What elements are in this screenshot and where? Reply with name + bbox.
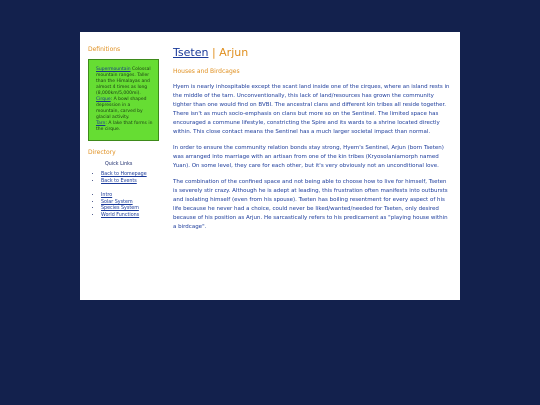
page-title — [173, 46, 451, 59]
definitions-heading: Definitions — [88, 46, 121, 53]
main-content — [173, 46, 451, 239]
term-tarn[interactable]: Tarn — [96, 121, 106, 126]
paragraph-3: The combination of the confined space and not being able to choose how to live for himself, Tseten is severely stir crazy. Although he is adept at leading, this frustration often manifests into outbursts and isolating himself (even from his spouse). Tseten has boiling resentment for every aspect of his life because he never had a choice, could never be liked/wanted/needed for Tseten, only desired because of his position as Arjun. He sarcastically refers to his predicament as "playing house within a birdcage". — [173, 179, 448, 230]
paragraph-1: Hyem is nearly inhospitable except the scant land inside one of the cirques, where an island rests in the middle of the tarn. Unconventionally, this lack of land/resources has grown the community tighter than one would find on BVBI. The ancestral clans and different kin tribes all reside together. There isn't as much socio-emphasis on clans but more so on the Sentinel. The limited space has encouraged a commune lifestyle, constricting the Spire and its wards to a shrine located directly within. This close contact means the Sentinel has a much larger societal impact than normal. — [173, 84, 450, 135]
title-separator: | — [208, 46, 220, 59]
directory-heading: Directory — [88, 149, 116, 156]
section-subheading: Houses and Birdcages — [173, 68, 240, 75]
paragraph-2: In order to ensure the community relation bonds stay strong, Hyem's Sentinel, Arjun (born Tseten) was arranged into marriage with an artisan from one of the kin tribes (Kryosolaniamorph named Yuan). On some level, they care for each other, but it's very obviously not an unconditional love. — [173, 145, 444, 169]
term-cirque[interactable]: Cirque — [96, 97, 111, 102]
sidebar — [88, 46, 160, 227]
link-back-to-events[interactable]: Back to Events — [101, 178, 137, 184]
link-solar-system[interactable]: Solar System — [101, 199, 133, 205]
term-supermountain[interactable]: Supermountain — [96, 67, 131, 72]
definition-text: : A bowl shaped depression in a mountain, carved by glacial activity. — [96, 97, 147, 120]
link-species-system[interactable]: Species System — [101, 206, 139, 211]
definition-cirque — [96, 97, 154, 121]
quick-links-label: Quick Links — [105, 162, 133, 167]
directory-links-list — [88, 193, 160, 219]
list-item — [101, 179, 160, 186]
page-panel — [80, 32, 460, 300]
title-link-tseten[interactable]: Tseten — [173, 46, 209, 59]
link-back-to-homepage[interactable]: Back to Homepage — [101, 172, 147, 177]
definition-text: Colossal mountain ranges. Taller than the Himalayas and almost 4 times as long (8,000km/5,000mi). — [96, 67, 151, 96]
title-arjun: Arjun — [219, 46, 249, 59]
list-item — [101, 213, 160, 220]
definition-supermountain — [96, 67, 154, 97]
definitions-box — [88, 59, 159, 141]
definition-text: : A lake that forms in the cirque. — [96, 121, 153, 132]
link-world-functions[interactable]: World Functions — [101, 212, 140, 218]
link-intro[interactable]: Intro — [101, 193, 113, 198]
quick-links-list — [88, 172, 160, 185]
definition-tarn — [96, 121, 154, 133]
